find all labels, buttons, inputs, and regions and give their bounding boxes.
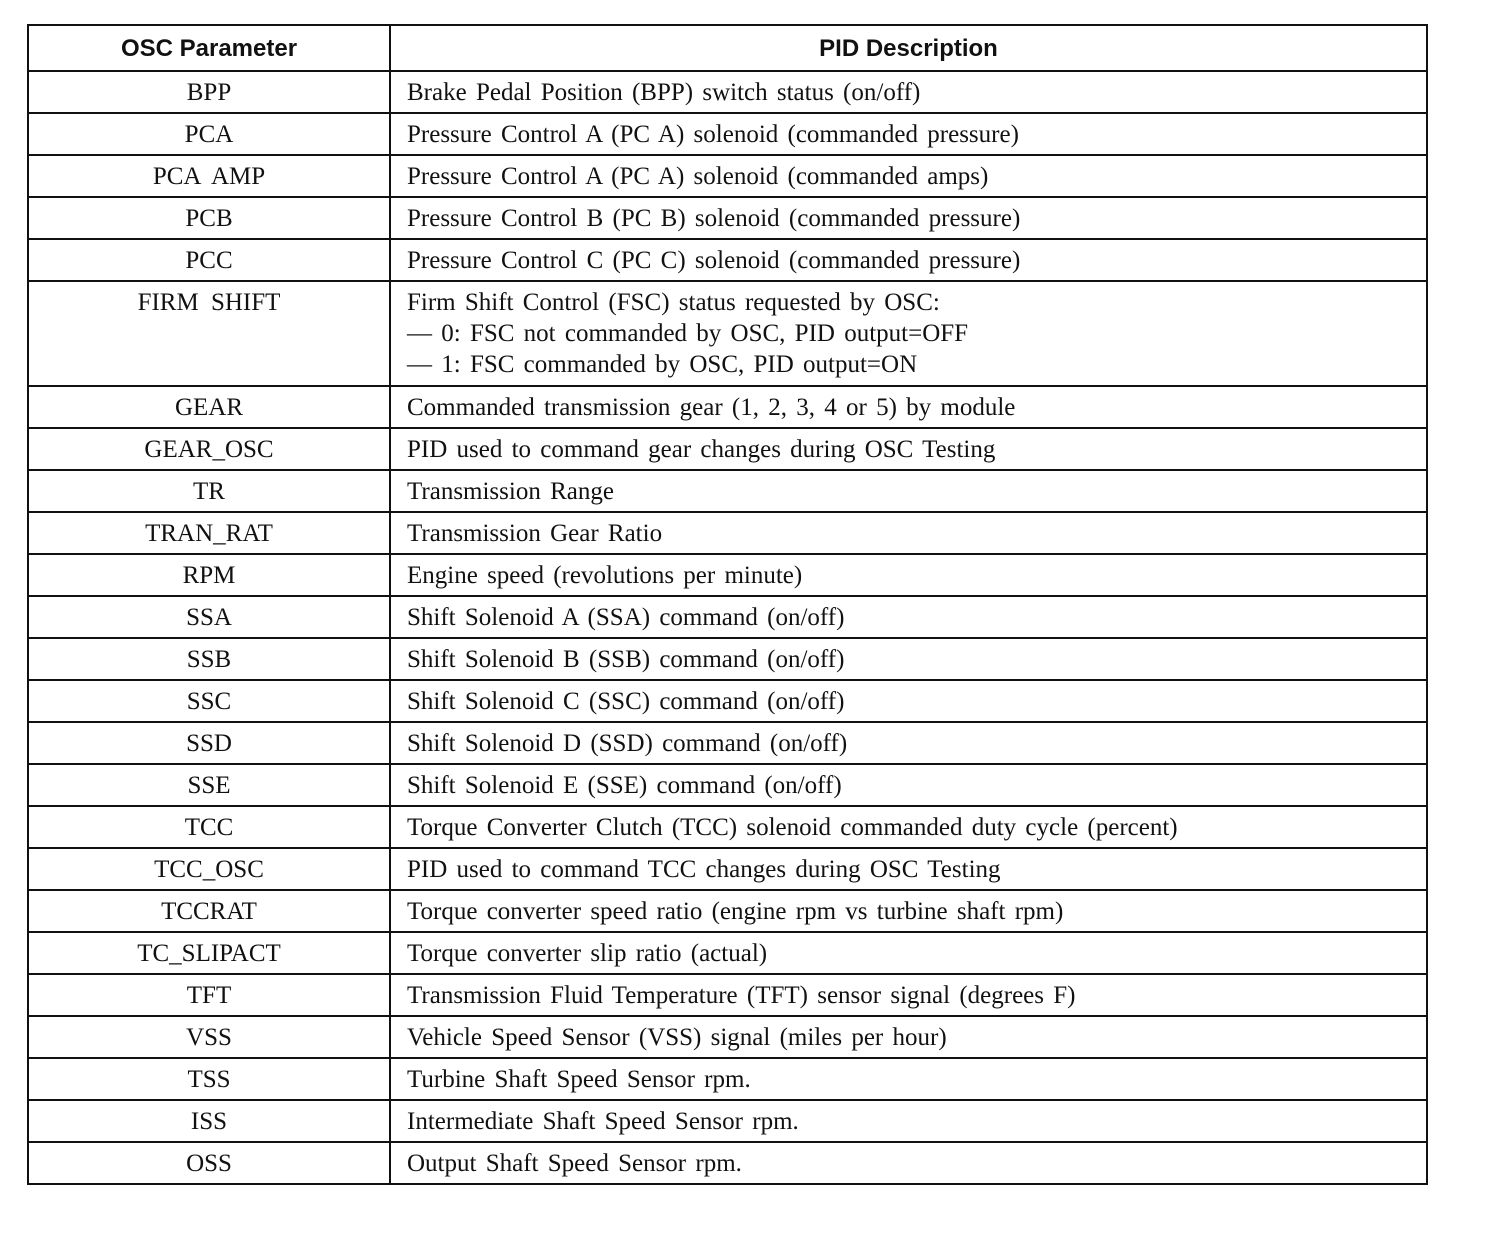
pid-description-cell: PID used to command TCC changes during OSC Testing <box>390 848 1427 890</box>
table-row <box>28 239 1427 281</box>
pid-description-cell: Transmission Gear Ratio <box>390 512 1427 554</box>
pid-description-cell: Torque Converter Clutch (TCC) solenoid commanded duty cycle (percent) <box>390 806 1427 848</box>
pid-description-cell: Pressure Control A (PC A) solenoid (commanded pressure) <box>390 113 1427 155</box>
osc-parameter-cell: TCC_OSC <box>28 848 390 890</box>
pid-description-cell: Transmission Fluid Temperature (TFT) sensor signal (degrees F) <box>390 974 1427 1016</box>
table-row <box>28 1058 1427 1100</box>
osc-parameter-cell: TCCRAT <box>28 890 390 932</box>
table-row <box>28 386 1427 428</box>
table-row <box>28 71 1427 113</box>
osc-parameter-cell: TCC <box>28 806 390 848</box>
table-row <box>28 638 1427 680</box>
osc-parameter-cell: FIRM SHIFT <box>28 281 390 386</box>
table-row <box>28 554 1427 596</box>
osc-parameter-cell: SSC <box>28 680 390 722</box>
osc-parameter-cell: RPM <box>28 554 390 596</box>
pid-description-cell: Transmission Range <box>390 470 1427 512</box>
osc-parameter-cell: OSS <box>28 1142 390 1184</box>
table-row <box>28 1100 1427 1142</box>
osc-parameter-cell: PCA AMP <box>28 155 390 197</box>
osc-parameter-cell: PCB <box>28 197 390 239</box>
pid-description-cell: Torque converter speed ratio (engine rpm vs turbine shaft rpm) <box>390 890 1427 932</box>
pid-description-cell: Commanded transmission gear (1, 2, 3, 4 or 5) by module <box>390 386 1427 428</box>
osc-parameter-cell: SSE <box>28 764 390 806</box>
pid-description-cell: Shift Solenoid B (SSB) command (on/off) <box>390 638 1427 680</box>
table-row <box>28 113 1427 155</box>
table-row <box>28 512 1427 554</box>
table-row <box>28 890 1427 932</box>
pid-description-cell: Output Shaft Speed Sensor rpm. <box>390 1142 1427 1184</box>
osc-parameter-cell: SSB <box>28 638 390 680</box>
table-row <box>28 764 1427 806</box>
osc-parameter-cell: SSD <box>28 722 390 764</box>
table-row <box>28 1016 1427 1058</box>
osc-parameter-cell: TC_SLIPACT <box>28 932 390 974</box>
pid-description-cell: Shift Solenoid C (SSC) command (on/off) <box>390 680 1427 722</box>
pid-description-cell: Brake Pedal Position (BPP) switch status (on/off) <box>390 71 1427 113</box>
table-row <box>28 197 1427 239</box>
osc-parameter-cell: VSS <box>28 1016 390 1058</box>
osc-parameter-cell: GEAR <box>28 386 390 428</box>
table-row <box>28 848 1427 890</box>
table-row <box>28 806 1427 848</box>
osc-parameter-cell: PCA <box>28 113 390 155</box>
pid-description-cell: Shift Solenoid A (SSA) command (on/off) <box>390 596 1427 638</box>
osc-parameter-cell: GEAR_OSC <box>28 428 390 470</box>
table-row <box>28 932 1427 974</box>
table-header-row <box>28 25 1427 71</box>
pid-description-cell: Pressure Control C (PC C) solenoid (commanded pressure) <box>390 239 1427 281</box>
table-row <box>28 428 1427 470</box>
pid-description-cell: Shift Solenoid E (SSE) command (on/off) <box>390 764 1427 806</box>
table-row <box>28 1142 1427 1184</box>
pid-description-cell: Pressure Control B (PC B) solenoid (commanded pressure) <box>390 197 1427 239</box>
osc-parameter-cell: PCC <box>28 239 390 281</box>
osc-parameter-cell: TRAN_RAT <box>28 512 390 554</box>
osc-parameter-cell: TR <box>28 470 390 512</box>
pid-description-cell: Engine speed (revolutions per minute) <box>390 554 1427 596</box>
osc-parameter-cell: TSS <box>28 1058 390 1100</box>
pid-description-cell: Torque converter slip ratio (actual) <box>390 932 1427 974</box>
pid-description-cell: Vehicle Speed Sensor (VSS) signal (miles per hour) <box>390 1016 1427 1058</box>
pid-description-cell: Intermediate Shaft Speed Sensor rpm. <box>390 1100 1427 1142</box>
column-header-pid-description: PID Description <box>390 25 1427 71</box>
table-row <box>28 155 1427 197</box>
column-header-osc-parameter: OSC Parameter <box>28 25 390 71</box>
table-row <box>28 722 1427 764</box>
table-row <box>28 281 1427 386</box>
pid-description-cell: Pressure Control A (PC A) solenoid (commanded amps) <box>390 155 1427 197</box>
osc-parameter-cell: BPP <box>28 71 390 113</box>
pid-description-cell: Firm Shift Control (FSC) status requested by OSC: — 0: FSC not commanded by OSC, PID output=OFF — 1: FSC commanded by OSC, PID output=ON <box>390 281 1427 386</box>
table-row <box>28 974 1427 1016</box>
osc-pid-table <box>27 24 1428 1185</box>
table-row <box>28 596 1427 638</box>
osc-parameter-cell: SSA <box>28 596 390 638</box>
pid-description-cell: Shift Solenoid D (SSD) command (on/off) <box>390 722 1427 764</box>
pid-description-cell: Turbine Shaft Speed Sensor rpm. <box>390 1058 1427 1100</box>
osc-parameter-cell: ISS <box>28 1100 390 1142</box>
table-row <box>28 680 1427 722</box>
osc-parameter-cell: TFT <box>28 974 390 1016</box>
table-row <box>28 470 1427 512</box>
pid-description-cell: PID used to command gear changes during OSC Testing <box>390 428 1427 470</box>
